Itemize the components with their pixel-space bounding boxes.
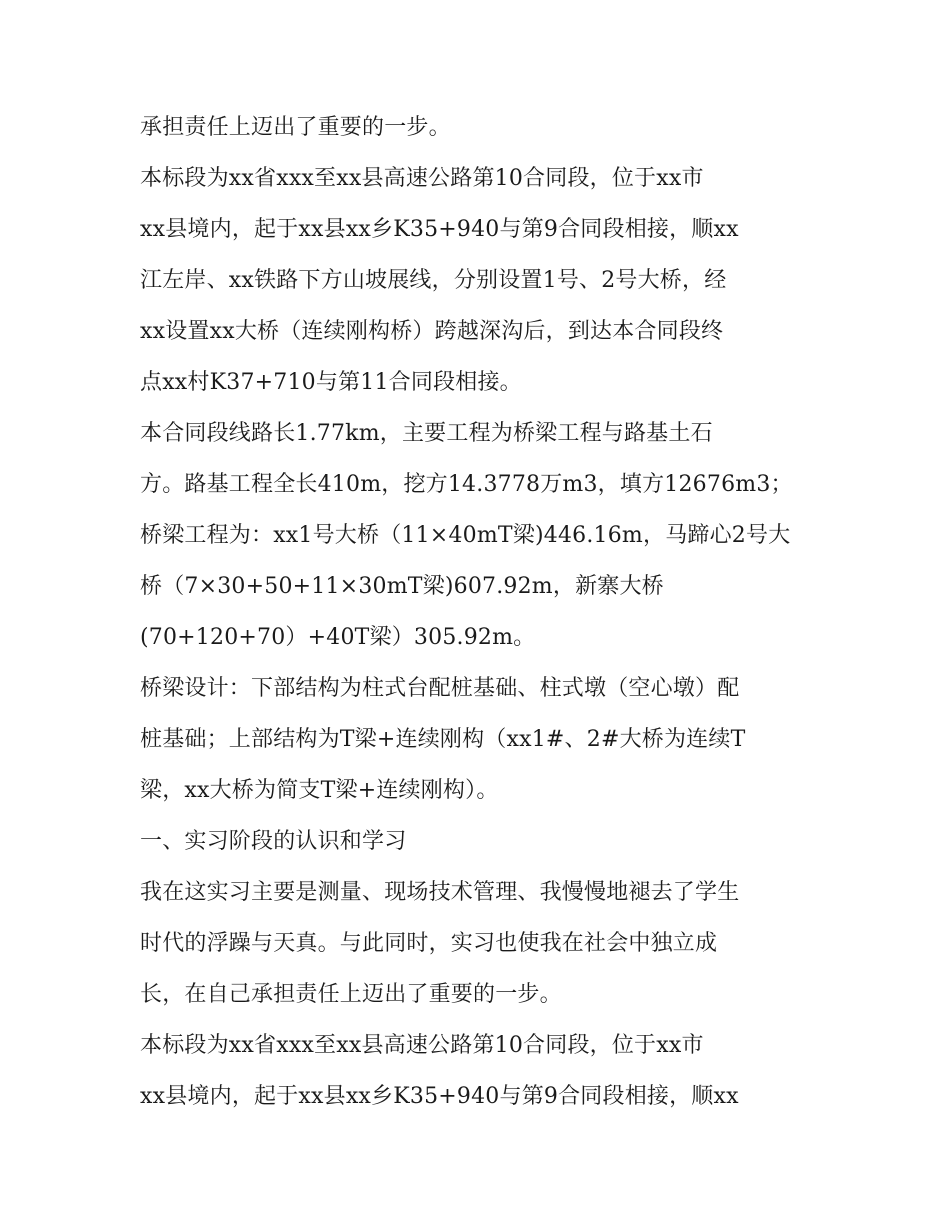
text-line: 梁，xx大桥为简支T梁+连续刚构）。: [140, 778, 499, 803]
text-line: 江左岸、xx铁路下方山坡展线，分别设置1号、2号大桥，经: [140, 268, 727, 293]
text-line: 承担责任上迈出了重要的一步。: [140, 115, 451, 140]
text-line: xx设置xx大桥（连续刚构桥）跨越深沟后，到达本合同段终: [140, 319, 724, 344]
text-line: 本标段为xx省xxx至xx县高速公路第10合同段，位于xx市: [140, 1033, 704, 1058]
text-line: (70+120+70）+40T梁）305.92m。: [140, 625, 536, 650]
text-line: 长，在自己承担责任上迈出了重要的一步。: [140, 982, 562, 1007]
text-line: 时代的浮躁与天真。与此同时，实习也使我在社会中独立成: [140, 931, 718, 956]
text-line: xx县境内，起于xx县xx乡K35+940与第9合同段相接，顺xx: [140, 1084, 739, 1109]
text-line: 我在这实习主要是测量、现场技术管理、我慢慢地褪去了学生: [140, 880, 740, 905]
text-line: 方。路基工程全长410m，挖方14.3778万m3，填方12676m3；: [140, 472, 793, 497]
section-heading: 一、实习阶段的认识和学习: [140, 829, 407, 854]
text-line: 桥（7×30+50+11×30mT梁)607.92m，新寨大桥: [140, 574, 664, 599]
text-line: 桥梁工程为：xx1号大桥（11×40mT梁)446.16m，马蹄心2号大: [140, 523, 791, 548]
text-line: 本合同段线路长1.77km，主要工程为桥梁工程与路基土石: [140, 421, 713, 446]
text-line: xx县境内，起于xx县xx乡K35+940与第9合同段相接，顺xx: [140, 217, 739, 242]
document-body: [140, 102, 820, 1122]
text-line: 本标段为xx省xxx至xx县高速公路第10合同段，位于xx市: [140, 166, 704, 191]
text-line: 点xx村K37+710与第11合同段相接。: [140, 370, 522, 395]
text-line: 桥梁设计：下部结构为柱式台配桩基础、柱式墩（空心墩）配: [140, 676, 740, 701]
text-line: 桩基础；上部结构为T梁+连续刚构（xx1#、2#大桥为连续T: [140, 727, 746, 752]
